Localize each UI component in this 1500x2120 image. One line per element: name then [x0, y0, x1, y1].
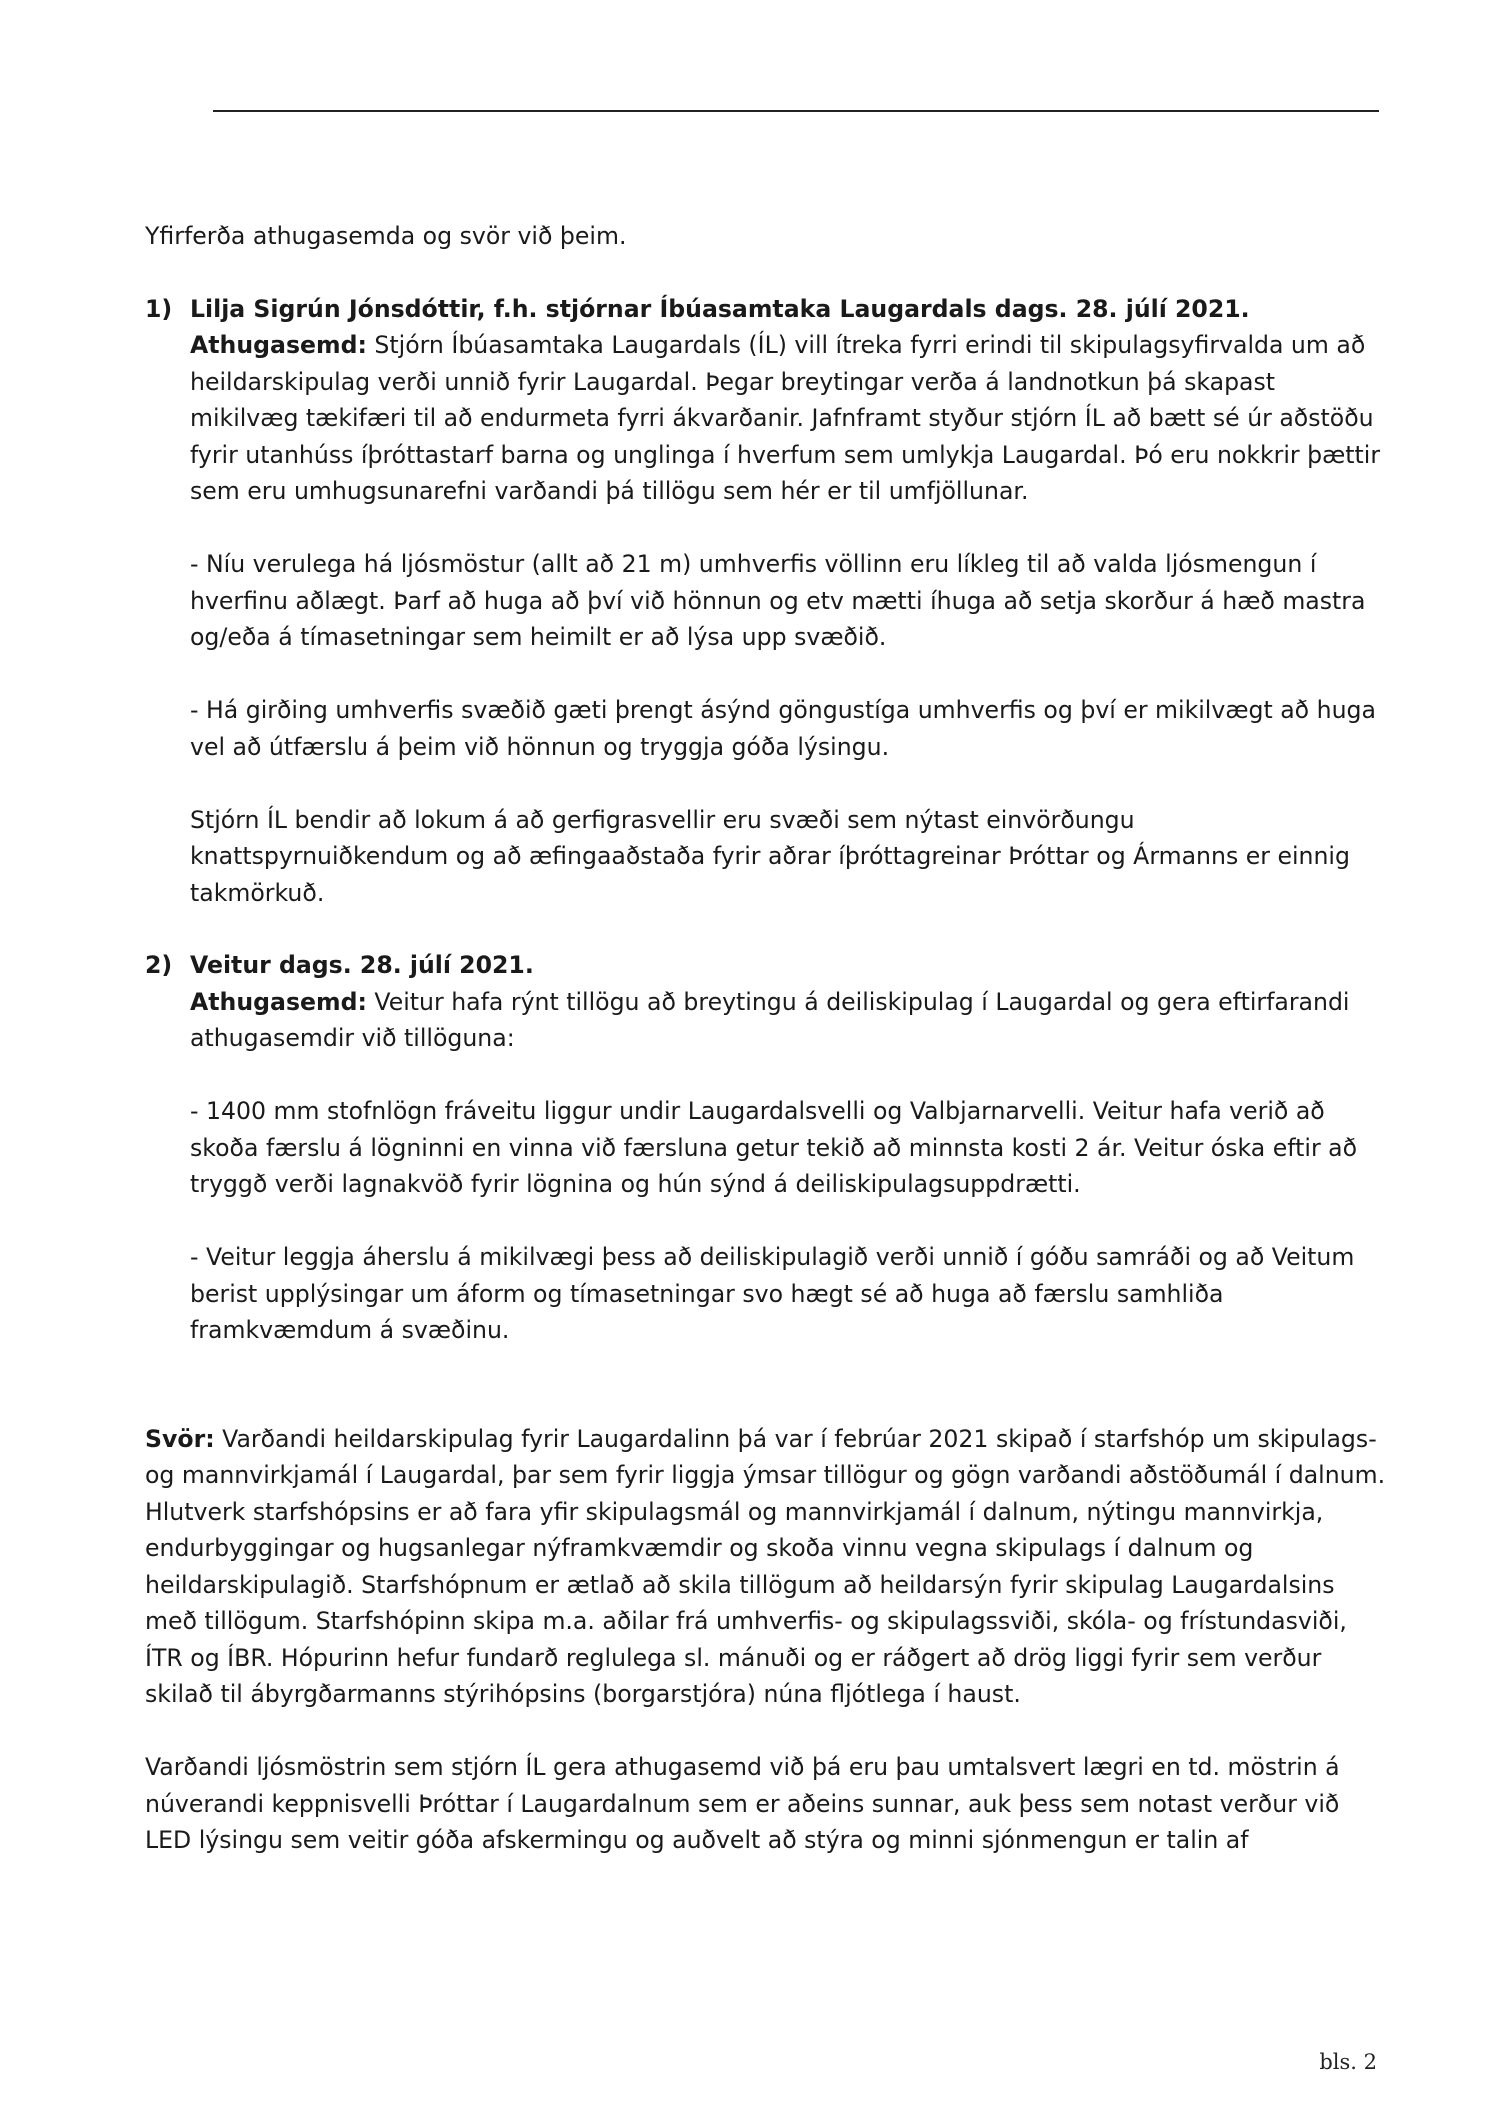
comment-item-1	[145, 291, 1390, 912]
item-number: 1)	[145, 294, 173, 323]
answer-paragraph	[145, 1421, 1390, 1713]
comment-point: Stjórn ÍL bendir að lokum á að gerfigrasvellir eru svæði sem nýtast einvörðungu knattspyrnuiðkendum og að æfingaaðstaða fyrir aðrar íþróttagreinar Þróttar og Ármanns er einnig takmörkuð.	[190, 805, 1350, 907]
comment-point: - Há girðing umhverfis svæðið gæti þrengt ásýnd göngustíga umhverfis og því er mikilvægt að huga vel að útfærslu á þeim við hönnun og tryggja góða lýsingu.	[190, 696, 1376, 761]
comment-label: Athugasemd:	[190, 331, 367, 359]
comment-item-2	[145, 947, 1390, 1349]
comment-text: Veitur hafa rýnt tillögu að breytingu á deiliskipulag í Laugardal og gera eftirfarandi athugasemdir við tillöguna:	[190, 987, 1350, 1052]
item-comment	[190, 327, 1390, 510]
comment-label: Athugasemd:	[190, 987, 367, 1016]
comment-point: - Níu verulega há ljósmöstur (allt að 21 m) umhverfis völlinn eru líkleg til að valda ljósmengun í hverfinu aðlægt. Þarf að huga að því við hönnun og etv mætti íhuga að setja skorður á hæð mastra og/eða á tímasetningar sem heimilt er að lýsa upp svæðið.	[190, 550, 1366, 651]
document-body	[145, 218, 1390, 1895]
intro-line: Yfirferða athugasemda og svör við þeim.	[145, 222, 627, 250]
answer-continuation: Varðandi ljósmöstrin sem stjórn ÍL gera athugasemd við þá eru þau umtalsvert lægri en td. möstrin á núverandi keppnisvelli Þróttar í Laugardalnum sem er aðeins sunnar, auk þess sem notast verður við LED lýsingu sem veitir góða afskermingu og auðvelt að stýra og minni sjónmengun er talin af	[145, 1753, 1340, 1854]
page-number: bls. 2	[1319, 2050, 1377, 2074]
comment-point: - 1400 mm stofnlögn fráveitu liggur undir Laugardalsvelli og Valbjarnarvelli. Veitur hafa verið að skoða færslu á lögninni en vinna við færsluna getur tekið að minnsta kosti 2 ár. Veitur óska eftir að tryggð verði lagnakvöð fyrir lögnina og hún sýnd á deiliskipulagsuppdrætti.	[190, 1097, 1358, 1198]
comment-text: Stjórn Íbúasamtaka Laugardals (ÍL) vill ítreka fyrri erindi til skipulagsyfirvalda um að heildarskipulag verði unnið fyrir Laugardal. Þegar breytingar verða á landnotkun þá skapast mikilvæg tækifæri til að endurmeta fyrri ákvarðanir. Jafnframt styður stjórn ÍL að bætt sé úr aðstöðu fyrir utanhúss íþróttastarf barna og unglinga í hverfum sem umlykja Laugardal. Þó eru nokkrir þættir sem eru umhugsunarefni varðandi þá tillögu sem hér er til umfjöllunar.	[190, 331, 1381, 505]
item-number: 2)	[145, 951, 173, 979]
item-comment	[190, 984, 1390, 1057]
answer-text: Varðandi heildarskipulag fyrir Laugardalinn þá var í febrúar 2021 skipað í starfshóp um skipulags- og mannvirkjamál í Laugardal, þar sem fyrir liggja ýmsar tillögur og gögn varðandi aðstöðumál í dalnum. Hlutverk starfshópsins er að fara yfir skipulagsmál og mannvirkjamál í dalnum, nýtingu mannvirkja, endurbyggingar og hugsanlegar nýframkvæmdir og skoða vinnu vegna skipulags í dalnum og heildarskipulagið. Starfshópnum er ætlað að skila tillögum að heildarsýn fyrir skipulag Laugardalsins með tillögum. Starfshópinn skipa m.a. aðilar frá umhverfis- og skipulagssviði, skóla- og frístundasviði, ÍTR og ÍBR. Hópurinn hefur fundarð reglulega sl. mánuði og er ráðgert að drög liggi fyrir sem verður skilað til ábyrgðarmanns stýrihópsins (borgarstjóra) núna fljótlega í haust.	[145, 1424, 1386, 1708]
item-title: Lilja Sigrún Jónsdóttir, f.h. stjórnar Íbúasamtaka Laugardals dags. 28. júlí 2021.	[190, 294, 1250, 323]
comment-point: - Veitur leggja áherslu á mikilvægi þess að deiliskipulagið verði unnið í góðu samráði og að Veitum berist upplýsingar um áform og tímasetningar svo hægt sé að huga að færslu samhliða framkvæmdum á svæðinu.	[190, 1243, 1355, 1344]
answer-label: Svör:	[145, 1424, 215, 1453]
header-rule	[213, 110, 1379, 112]
item-title: Veitur dags. 28. júlí 2021.	[190, 951, 534, 979]
